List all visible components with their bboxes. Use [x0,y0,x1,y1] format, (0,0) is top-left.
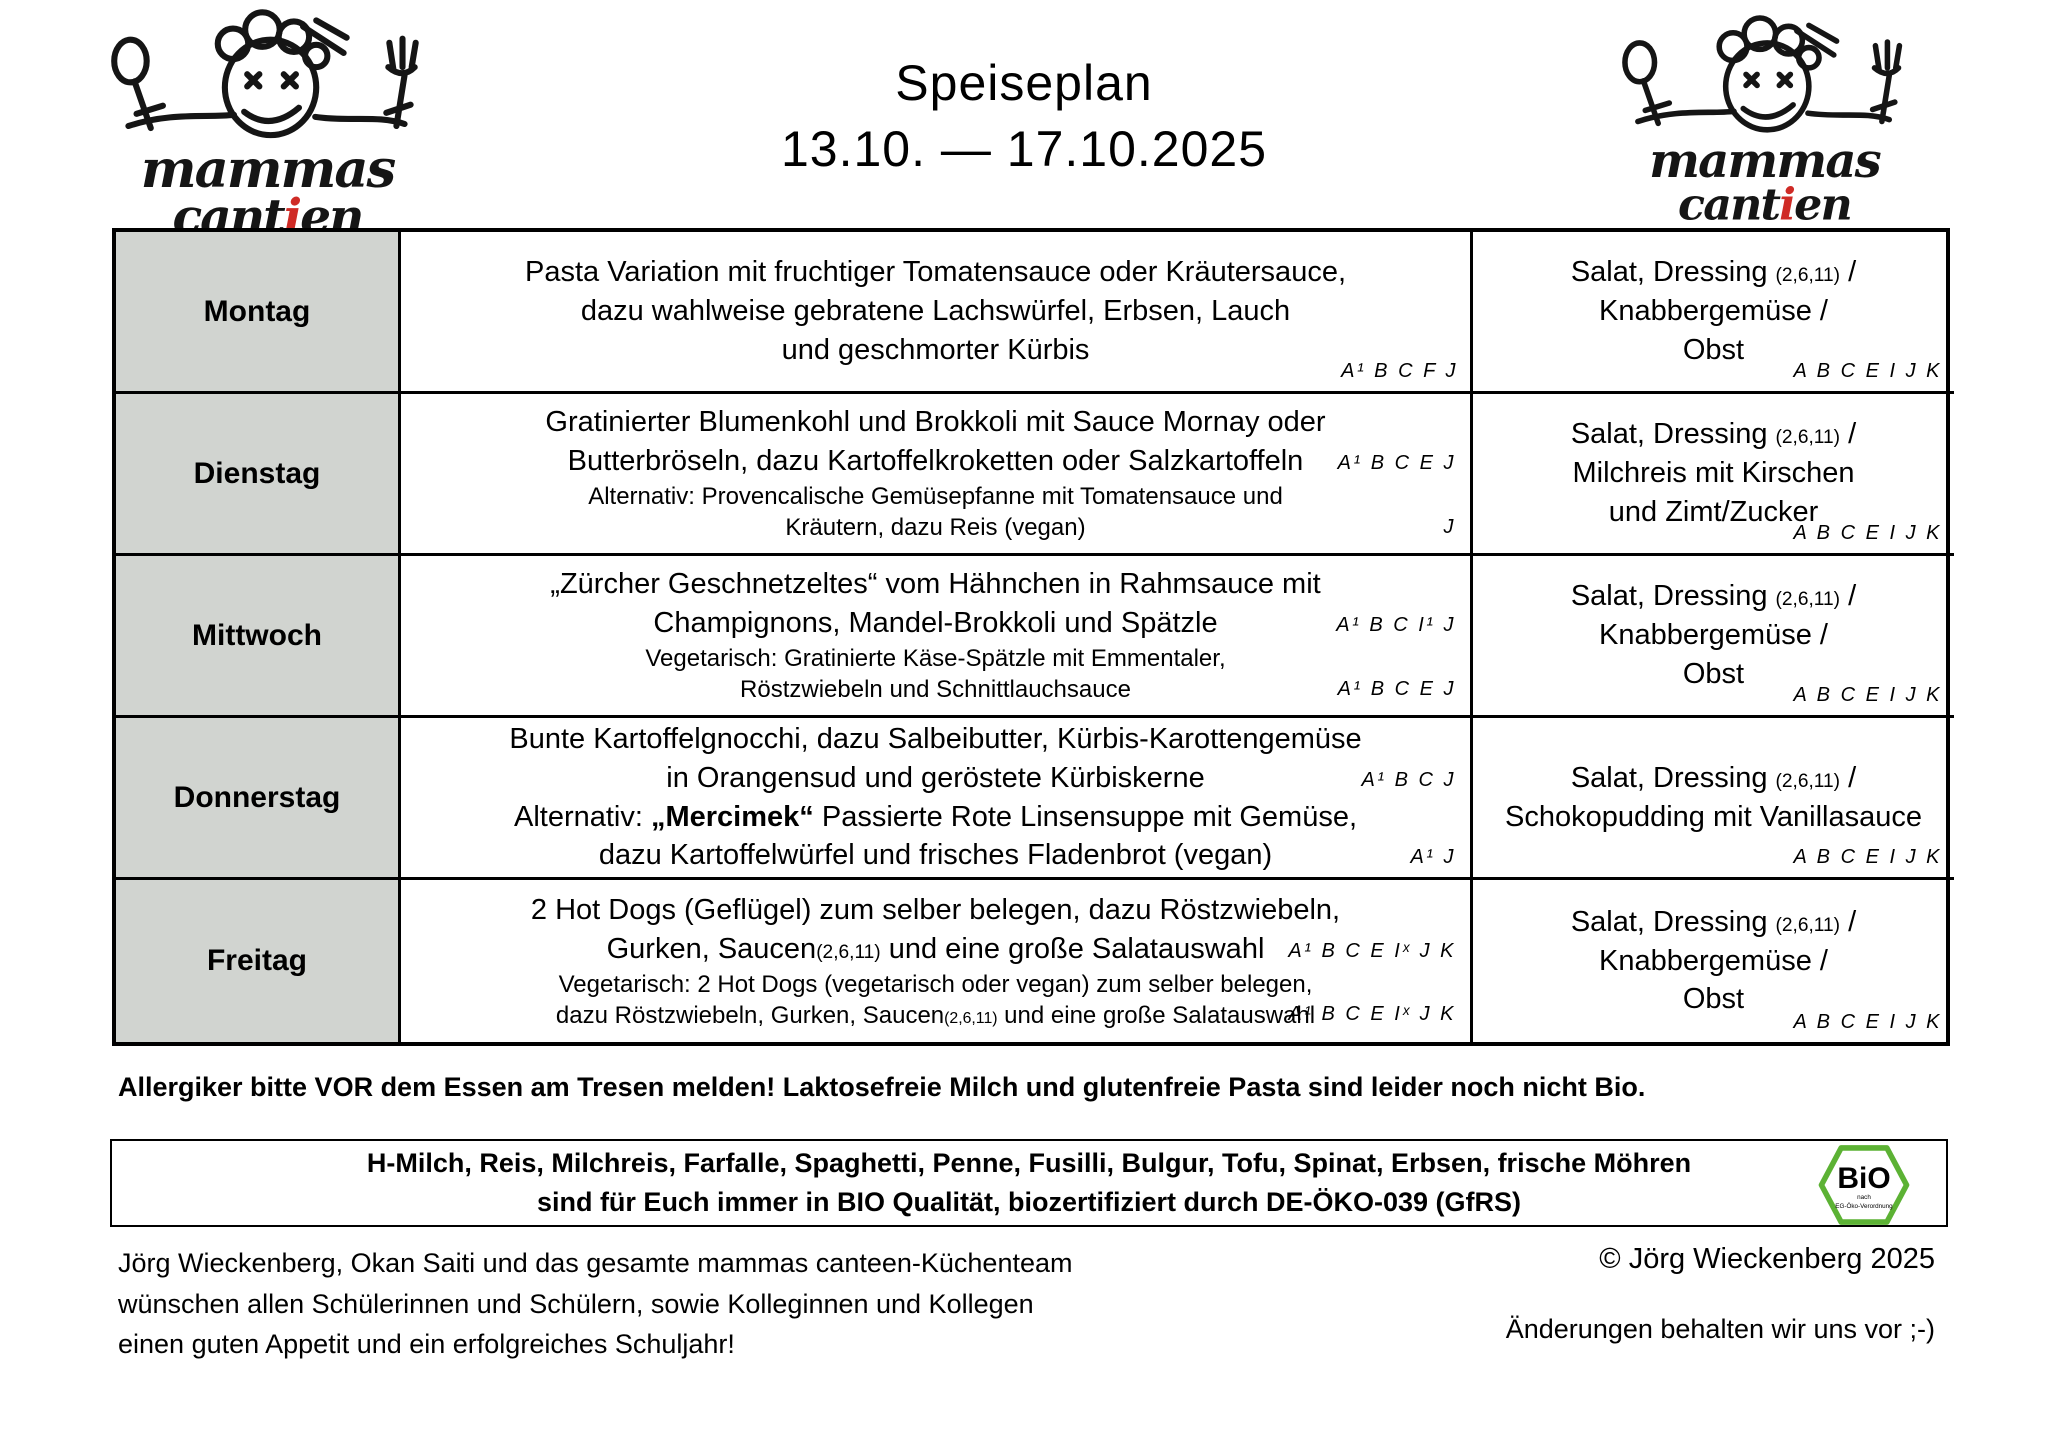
menu-text: (2,6,11) [1775,265,1841,287]
side-cell [1473,718,1954,880]
footer-greeting-line: einen guten Appetit und ein erfolgreiches Schuljahr! [118,1329,735,1359]
menu-text: Schokopudding mit Vanillasauce [1504,800,1922,833]
menu-text: Champignons, Mandel-Brokkoli und Spätzle [653,607,1218,640]
menu-text: Salat, Dressing [1570,580,1776,613]
bio-seal-sub2: EG-Öko-Verordnung [1835,1202,1893,1210]
menu-line [409,930,1462,969]
menu-text: und Zimt/Zucker [1608,495,1819,528]
menu-text: 2 Hot Dogs (Geflügel) zum selber belegen, dazu Röstzwiebeln, [530,893,1341,926]
menu-text: (2,6,11) [816,941,881,963]
allergen-code: A¹ B C E J [1337,452,1456,475]
menu-text: Pasta Variation mit fruchtiger Tomatensauce oder Kräutersauce, [524,256,1347,289]
menu-text: / [1840,905,1857,938]
menu-text: (2,6,11) [944,1009,998,1027]
allergen-code: A¹ B C F J [1341,360,1458,382]
menu-line [1481,253,1946,292]
menu-line [409,403,1462,442]
bio-seal-text: BiO [1837,1162,1891,1196]
day-cell: Montag [116,232,401,394]
menu-line [409,292,1462,331]
menu-line [409,674,1462,705]
menu-line [409,331,1462,370]
menu-line [409,481,1462,512]
allergen-code: A¹ B C J [1361,768,1456,791]
menu-line [409,1000,1462,1031]
allergen-code: A B C E I J K [1793,846,1942,868]
menu-line [409,720,1462,759]
menu-text: und eine große Salatauswahl [880,932,1265,965]
menu-text: (2,6,11) [1775,914,1841,936]
footer-copyright-block [1506,1243,1935,1345]
menu-line [1481,942,1946,981]
menu-text: und eine große Salatauswahl [997,1001,1316,1029]
allergen-code: A B C E I J K [1793,684,1942,706]
menu-text: Obst [1682,983,1745,1016]
day-cell: Dienstag [116,394,401,556]
menu-text: Obst [1682,657,1745,690]
allergen-code: A¹ B C E J [1337,677,1456,700]
menu-text: Butterbröseln, dazu Kartoffelkroketten oder Salzkartoffeln [567,445,1304,478]
menu-text: Salat, Dressing [1570,256,1776,289]
menu-line [409,604,1462,643]
menu-text: in Orangensud und geröstete Kürbiskerne [666,761,1205,794]
menu-text: Vegetarisch: 2 Hot Dogs (vegetarisch oder vegan) zum selber belegen, [558,970,1313,998]
footer-greeting-line: Jörg Wieckenberg, Okan Saiti und das gesamte mammas canteen-Küchenteam [118,1248,1073,1278]
allergen-code: A¹ B C I¹ J [1336,614,1456,637]
allergen-code: A B C E I J K [1793,522,1942,544]
menu-text: dazu Röstzwiebeln, Gurken, Saucen [555,1001,945,1029]
menu-text: Salat, Dressing [1570,905,1776,938]
menu-line [409,969,1462,1000]
date-range: 13.10. — 17.10.2025 [780,121,1268,177]
menu-line [1481,759,1946,798]
side-cell [1473,232,1954,394]
main-cell [401,394,1473,556]
menu-line [1481,415,1946,454]
menu-text: Bunte Kartoffelgnocchi, dazu Salbeibutter, Kürbis-Karottengemüse [509,722,1362,755]
main-cell [401,718,1473,880]
menu-text: Knabbergemüse / [1599,944,1828,977]
footer-greeting-line: wünschen allen Schülerinnen und Schülern, sowie Kolleginnen und Kollegen [118,1288,1034,1319]
menu-line [409,643,1462,674]
day-cell: Freitag [116,880,401,1042]
menu-table [112,228,1950,1046]
menu-text: Vegetarisch: Gratinierte Käse-Spätzle mit Emmentaler, [645,645,1226,673]
bio-text [367,1144,1691,1222]
allergen-code: A¹ B C E Iˣ J K [1288,939,1456,962]
menu-text: Knabbergemüse / [1599,295,1828,328]
menu-line [1481,798,1946,837]
menu-text: Passierte Rote Linsensuppe mit Gemüse, [813,800,1358,833]
menu-text: Gurken, Saucen [606,932,817,965]
side-cell [1473,556,1954,718]
menu-text: Alternativ: [513,800,651,833]
menu-text: Milchreis mit Kirschen [1572,457,1855,490]
menu-text: Knabbergemüse / [1599,619,1828,652]
side-cell [1473,880,1954,1042]
mammas-canteen-logo [1612,14,1917,229]
bio-line1: H-Milch, Reis, Milchreis, Farfalle, Spaghetti, Penne, Fusilli, Bulgur, Tofu, Spinat, Erbsen, frische Möhren [366,1147,1692,1178]
menu-text: (2,6,11) [1775,589,1841,611]
menu-text: Gratinierter Blumenkohl und Brokkoli mit Sauce Mornay oder [545,406,1326,439]
bio-line2: sind für Euch immer in BIO Qualität, biozertifiziert durch DE-ÖKO-039 (GfRS) [536,1187,1522,1217]
menu-text: / [1840,761,1857,794]
menu-text: Kräutern, dazu Reis (vegan) [785,514,1086,542]
menu-text: und geschmorter Kürbis [781,333,1090,366]
changes-note: Änderungen behalten wir uns vor ;-) [1505,1314,1935,1344]
menu-text: dazu wahlweise gebratene Lachswürfel, Erbsen, Lauch [580,295,1291,328]
menu-text: „Zürcher Geschnetzeltes“ vom Hähnchen in Rahmsauce mit [550,568,1321,601]
copyright-text: © Jörg Wieckenberg 2025 [1599,1243,1935,1275]
menu-line [1481,454,1946,493]
side-cell [1473,394,1954,556]
bio-seal-sub1: nach [1857,1194,1871,1202]
menu-line [409,442,1462,481]
allergen-code: A B C E I J K [1793,1011,1942,1033]
footer-greeting [118,1243,1072,1365]
allergy-notice: Allergiker bitte VOR dem Essen am Tresen melden! Laktosefreie Milch und glutenfreie Pasta sind leider noch nicht Bio. [118,1072,1646,1102]
menu-line [409,836,1462,875]
menu-text: Salat, Dressing [1570,761,1776,794]
title-text: Speiseplan [895,55,1153,111]
menu-line [1481,577,1946,616]
menu-text: (2,6,11) [1775,770,1841,792]
allergen-code: A¹ B C E Iˣ J K [1288,1003,1456,1026]
main-cell [401,880,1473,1042]
menu-text: dazu Kartoffelwürfel und frisches Fladenbrot (vegan) [598,839,1273,872]
allergen-code: A¹ J [1410,846,1456,869]
menu-line [1481,616,1946,655]
menu-text: Obst [1682,333,1745,366]
menu-text: (2,6,11) [1775,427,1841,449]
menu-line [409,512,1462,543]
menu-line [409,565,1462,604]
menu-line [1481,292,1946,331]
bio-box [110,1139,1948,1227]
menu-text: / [1840,580,1857,613]
menu-line [409,759,1462,798]
menu-text: / [1840,418,1857,451]
menu-line [409,798,1462,837]
menu-text: / [1840,256,1857,289]
bio-seal-icon [1816,1144,1912,1226]
menu-text: Röstzwiebeln und Schnittlauchsauce [740,676,1131,704]
menu-line [409,891,1462,930]
main-cell [401,232,1473,394]
day-cell: Mittwoch [116,556,401,718]
menu-text: Alternativ: Provencalische Gemüsepfanne mit Tomatensauce und [588,483,1283,511]
menu-text: „Mercimek“ [650,800,814,833]
allergen-code: J [1443,515,1456,538]
menu-line [409,253,1462,292]
allergen-code: A B C E I J K [1793,360,1942,382]
menu-text: Salat, Dressing [1570,418,1776,451]
main-cell [401,556,1473,718]
menu-line [1481,903,1946,942]
day-cell: Donnerstag [116,718,401,880]
